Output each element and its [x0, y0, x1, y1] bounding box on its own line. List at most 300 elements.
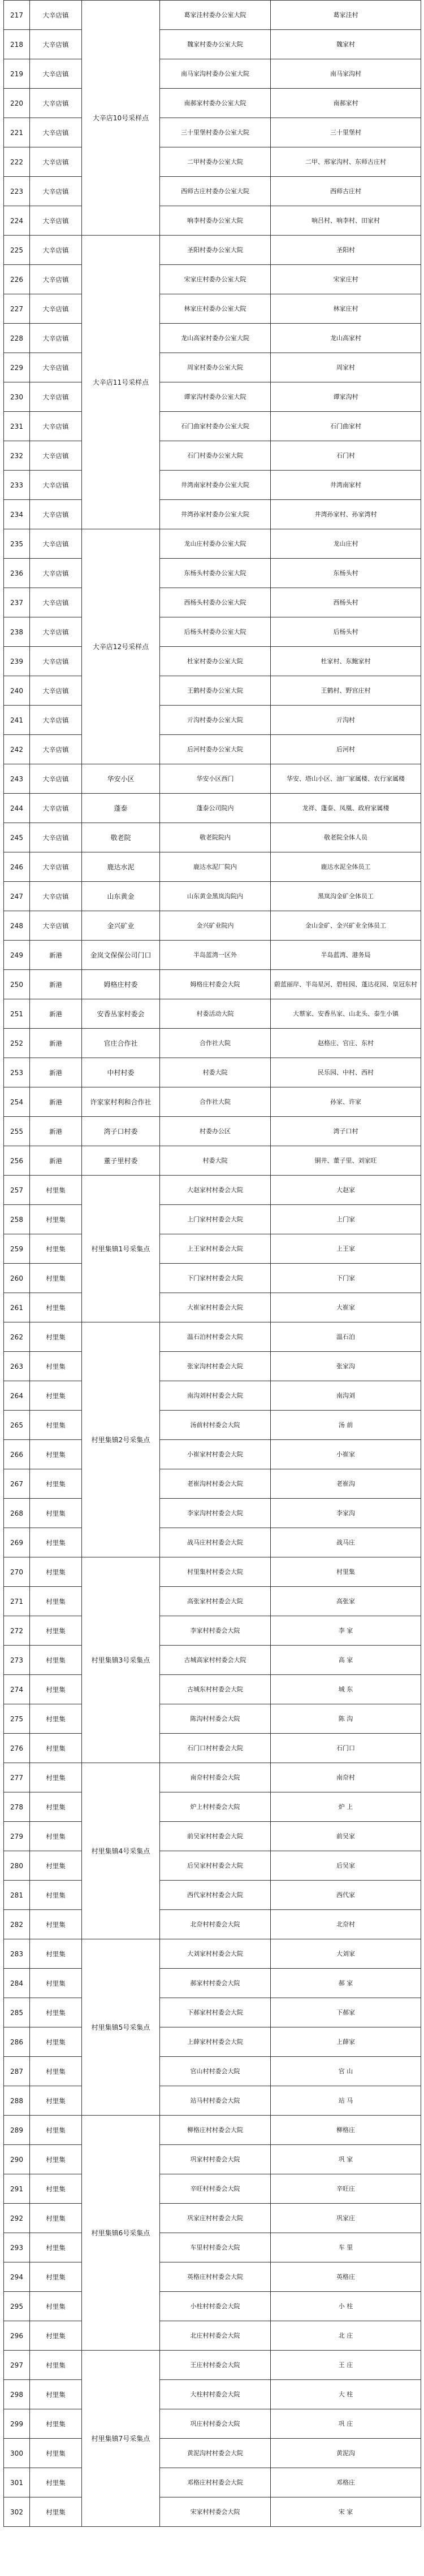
town-cell: 大辛店镇 — [30, 118, 82, 147]
row-number: 220 — [4, 89, 30, 118]
table-row — [4, 1293, 421, 1322]
sampling-point-cell: 蓬泰 — [82, 794, 160, 823]
coverage-cell: 二甲、邢家沟村、东师古庄村 — [271, 147, 421, 177]
row-number: 296 — [4, 2321, 30, 2351]
town-cell: 大辛店镇 — [30, 206, 82, 236]
table-row — [4, 1998, 421, 2027]
table-row — [4, 118, 421, 147]
town-cell: 村里集 — [30, 2204, 82, 2233]
coverage-cell: 大刘家 — [271, 1939, 421, 1969]
row-number: 240 — [4, 676, 30, 706]
table-row — [4, 30, 421, 59]
location-cell: 南马家沟村委办公室大院 — [160, 59, 271, 89]
sampling-point-cell: 金岚文保保公司门口 — [82, 941, 160, 970]
row-number: 221 — [4, 118, 30, 147]
coverage-cell: 前吴家 — [271, 1822, 421, 1851]
row-number: 293 — [4, 2233, 30, 2262]
row-number: 253 — [4, 1058, 30, 1087]
table-row — [4, 1322, 421, 1352]
coverage-cell: 辛旺庄 — [271, 2174, 421, 2204]
table-row — [4, 324, 421, 353]
row-number: 252 — [4, 1029, 30, 1058]
sampling-point-cell: 大辛店10号采样点 — [82, 1, 160, 236]
row-number: 302 — [4, 2497, 30, 2527]
row-number: 286 — [4, 2027, 30, 2057]
town-cell: 村里集 — [30, 2027, 82, 2057]
location-cell: 石门村委办公室大院 — [160, 441, 271, 471]
row-number: 245 — [4, 823, 30, 852]
coverage-cell: 半岛蓝湾、港务局 — [271, 941, 421, 970]
town-cell: 村里集 — [30, 1704, 82, 1734]
town-cell: 村里集 — [30, 2233, 82, 2262]
table-row — [4, 1704, 421, 1734]
coverage-cell: 林家庄村 — [271, 294, 421, 324]
location-cell: 村委活动大院 — [160, 999, 271, 1029]
location-cell: 西师古庄村委办公室大院 — [160, 177, 271, 206]
coverage-cell: 上薛家 — [271, 2027, 421, 2057]
row-number: 250 — [4, 970, 30, 999]
location-cell: 炉上村村委会大院 — [160, 1792, 271, 1822]
location-cell: 井湾孙家村委办公室大院 — [160, 500, 271, 529]
coverage-cell: 英格庄 — [271, 2262, 421, 2292]
town-cell: 村里集 — [30, 1646, 82, 1675]
location-cell: 大柱村村委会大院 — [160, 2380, 271, 2409]
location-cell: 北夼村村委会大院 — [160, 1910, 271, 1939]
row-number: 278 — [4, 1792, 30, 1822]
location-cell: 杜家村委办公室大院 — [160, 647, 271, 676]
town-cell: 村里集 — [30, 2145, 82, 2174]
coverage-cell: 官 山 — [271, 2057, 421, 2086]
sampling-point-cell: 大辛店12号采样点 — [82, 529, 160, 764]
table-row — [4, 647, 421, 676]
location-cell: 大赵家村村委会大院 — [160, 1176, 271, 1205]
table-row — [4, 823, 421, 852]
coverage-cell: 后吴家 — [271, 1851, 421, 1881]
coverage-cell: 小 柱 — [271, 2292, 421, 2321]
row-number: 297 — [4, 2351, 30, 2380]
town-cell: 大辛店镇 — [30, 236, 82, 265]
table-row — [4, 1675, 421, 1704]
coverage-cell: 南夼村 — [271, 1763, 421, 1792]
location-cell: 村委大院 — [160, 1146, 271, 1176]
table-row — [4, 1851, 421, 1881]
row-number: 295 — [4, 2292, 30, 2321]
table-row — [4, 1264, 421, 1293]
coverage-cell: 响吕村、响李村、田家村 — [271, 206, 421, 236]
row-number: 291 — [4, 2174, 30, 2204]
town-cell: 村里集 — [30, 2439, 82, 2468]
table-row — [4, 529, 421, 559]
town-cell: 大辛店镇 — [30, 441, 82, 471]
location-cell: 西杨头村委办公室大院 — [160, 588, 271, 617]
coverage-cell: 邓格庄 — [271, 2468, 421, 2497]
town-cell: 大辛店镇 — [30, 89, 82, 118]
row-number: 231 — [4, 412, 30, 441]
table-row — [4, 2027, 421, 2057]
coverage-cell: 西师古庄村 — [271, 177, 421, 206]
location-cell: 李家沟村村委会大院 — [160, 1499, 271, 1528]
location-cell: 谭家沟村委办公室大院 — [160, 382, 271, 412]
coverage-cell: 郝 家 — [271, 1969, 421, 1998]
row-number: 288 — [4, 2086, 30, 2116]
town-cell: 大辛店镇 — [30, 764, 82, 794]
coverage-cell: 井湾孙家村、孙家湾村 — [271, 500, 421, 529]
town-cell: 大辛店镇 — [30, 294, 82, 324]
sampling-point-cell: 湾子口村委 — [82, 1117, 160, 1146]
coverage-cell: 陈 沟 — [271, 1704, 421, 1734]
location-cell: 后杨头村委办公室大院 — [160, 617, 271, 647]
coverage-cell: 宋家庄村 — [271, 265, 421, 294]
row-number: 237 — [4, 588, 30, 617]
table-row — [4, 1646, 421, 1675]
table-row — [4, 1, 421, 30]
coverage-cell: 谭家沟村 — [271, 382, 421, 412]
town-cell: 村里集 — [30, 2086, 82, 2116]
town-cell: 村里集 — [30, 1205, 82, 1234]
row-number: 257 — [4, 1176, 30, 1205]
row-number: 268 — [4, 1499, 30, 1528]
table-row — [4, 1117, 421, 1146]
row-number: 272 — [4, 1616, 30, 1646]
table-row — [4, 588, 421, 617]
table-row — [4, 382, 421, 412]
coverage-cell: 后河村 — [271, 735, 421, 764]
sampling-point-cell: 村里集镇7号采集点 — [82, 2351, 160, 2527]
table-row — [4, 1969, 421, 1998]
town-cell: 新港 — [30, 1117, 82, 1146]
table-row — [4, 59, 421, 89]
location-cell: 村委大院 — [160, 1058, 271, 1087]
coverage-cell: 南马家沟村 — [271, 59, 421, 89]
town-cell: 新港 — [30, 1087, 82, 1117]
row-number: 259 — [4, 1234, 30, 1264]
town-cell: 村里集 — [30, 1381, 82, 1411]
coverage-cell: 大崔家 — [271, 1293, 421, 1322]
row-number: 222 — [4, 147, 30, 177]
town-cell: 新港 — [30, 1058, 82, 1087]
table-row — [4, 1822, 421, 1851]
table-row — [4, 236, 421, 265]
town-cell: 大辛店镇 — [30, 706, 82, 735]
row-number: 290 — [4, 2145, 30, 2174]
location-cell: 张家沟村村委会大院 — [160, 1352, 271, 1381]
location-cell: 村委办公区 — [160, 1117, 271, 1146]
town-cell: 大辛店镇 — [30, 647, 82, 676]
town-cell: 村里集 — [30, 1910, 82, 1939]
coverage-cell: 李家沟 — [271, 1499, 421, 1528]
town-cell: 大辛店镇 — [30, 471, 82, 500]
sampling-point-cell: 中村村委 — [82, 1058, 160, 1087]
coverage-cell: 亓沟村 — [271, 706, 421, 735]
sampling-point-cell: 董子里村委 — [82, 1146, 160, 1176]
town-cell: 村里集 — [30, 1411, 82, 1440]
town-cell: 村里集 — [30, 2497, 82, 2527]
row-number: 269 — [4, 1528, 30, 1557]
row-number: 248 — [4, 911, 30, 941]
row-number: 228 — [4, 324, 30, 353]
coverage-cell: 石门口 — [271, 1734, 421, 1763]
coverage-cell: 战马庄 — [271, 1528, 421, 1557]
table-row — [4, 559, 421, 588]
location-cell: 宋家村村委会大院 — [160, 2497, 271, 2527]
town-cell: 大辛店镇 — [30, 882, 82, 911]
location-cell: 大崔家村村委会大院 — [160, 1293, 271, 1322]
coverage-cell: 魏家村 — [271, 30, 421, 59]
location-cell: 小柱村村委会大院 — [160, 2292, 271, 2321]
sampling-point-cell: 许家家村利和合作社 — [82, 1087, 160, 1117]
table-row — [4, 1792, 421, 1822]
coverage-cell: 石门村 — [271, 441, 421, 471]
table-row — [4, 1029, 421, 1058]
row-number: 283 — [4, 1939, 30, 1969]
town-cell: 大辛店镇 — [30, 617, 82, 647]
row-number: 275 — [4, 1704, 30, 1734]
table-row — [4, 353, 421, 382]
location-cell: 官山村村委会大院 — [160, 2057, 271, 2086]
location-cell: 北庄村村委会大院 — [160, 2321, 271, 2351]
town-cell: 大辛店镇 — [30, 559, 82, 588]
row-number: 279 — [4, 1822, 30, 1851]
sampling-point-cell: 官庄合作社 — [82, 1029, 160, 1058]
location-cell: 车里村村委会大院 — [160, 2233, 271, 2262]
table-row — [4, 764, 421, 794]
table-row — [4, 2468, 421, 2497]
town-cell: 村里集 — [30, 2468, 82, 2497]
table-row — [4, 1499, 421, 1528]
coverage-cell: 王鹤村、野宫庄村 — [271, 676, 421, 706]
location-cell: 魏家村委办公室大院 — [160, 30, 271, 59]
town-cell: 村里集 — [30, 2292, 82, 2321]
town-cell: 村里集 — [30, 1234, 82, 1264]
coverage-cell: 柳格庄 — [271, 2116, 421, 2145]
town-cell: 大辛店镇 — [30, 852, 82, 882]
row-number: 249 — [4, 941, 30, 970]
coverage-cell: 巩 庄 — [271, 2409, 421, 2439]
location-cell: 下门家村村委会大院 — [160, 1264, 271, 1293]
table-row — [4, 735, 421, 764]
sampling-sites-table — [3, 0, 421, 2527]
coverage-cell: 大赵家 — [271, 1176, 421, 1205]
row-number: 256 — [4, 1146, 30, 1176]
table-row — [4, 970, 421, 999]
location-cell: 温石泊村村委会大院 — [160, 1322, 271, 1352]
town-cell: 大辛店镇 — [30, 529, 82, 559]
location-cell: 敬老院院内 — [160, 823, 271, 852]
town-cell: 村里集 — [30, 1352, 82, 1381]
table-row — [4, 1557, 421, 1587]
town-cell: 新港 — [30, 1146, 82, 1176]
location-cell: 下郝家村村委会大院 — [160, 1998, 271, 2027]
table-row — [4, 177, 421, 206]
row-number: 265 — [4, 1411, 30, 1440]
row-number: 219 — [4, 59, 30, 89]
location-cell: 李家村村委会大院 — [160, 1616, 271, 1646]
town-cell: 村里集 — [30, 1616, 82, 1646]
town-cell: 村里集 — [30, 2116, 82, 2145]
coverage-cell: 龙山庄村 — [271, 529, 421, 559]
coverage-cell: 民乐园、中村、西村 — [271, 1058, 421, 1087]
coverage-cell: 炉 上 — [271, 1792, 421, 1822]
coverage-cell: 石门曲家村 — [271, 412, 421, 441]
coverage-cell: 铜井、董子里、刘家旺 — [271, 1146, 421, 1176]
coverage-cell: 村里集 — [271, 1557, 421, 1587]
location-cell: 南沟刘村村委会大院 — [160, 1381, 271, 1411]
coverage-cell: 小崔家 — [271, 1440, 421, 1469]
town-cell: 村里集 — [30, 1264, 82, 1293]
table-row — [4, 89, 421, 118]
table-row — [4, 1528, 421, 1557]
table-row — [4, 2321, 421, 2351]
table-row — [4, 1234, 421, 1264]
town-cell: 新港 — [30, 941, 82, 970]
town-cell: 村里集 — [30, 1822, 82, 1851]
row-number: 218 — [4, 30, 30, 59]
location-cell: 姆格庄村委会大院 — [160, 970, 271, 999]
row-number: 277 — [4, 1763, 30, 1792]
town-cell: 大辛店镇 — [30, 1, 82, 30]
location-cell: 古城东村村委会大院 — [160, 1675, 271, 1704]
town-cell: 村里集 — [30, 1499, 82, 1528]
town-cell: 村里集 — [30, 2321, 82, 2351]
town-cell: 大辛店镇 — [30, 59, 82, 89]
town-cell: 村里集 — [30, 2351, 82, 2380]
table-row — [4, 1205, 421, 1234]
location-cell: 南郝家村委办公室大院 — [160, 89, 271, 118]
row-number: 223 — [4, 177, 30, 206]
row-number: 273 — [4, 1646, 30, 1675]
location-cell: 王庄村村委会大院 — [160, 2351, 271, 2380]
table-row — [4, 1058, 421, 1087]
row-number: 217 — [4, 1, 30, 30]
town-cell: 村里集 — [30, 1528, 82, 1557]
coverage-cell: 车 里 — [271, 2233, 421, 2262]
sampling-point-cell: 华安小区 — [82, 764, 160, 794]
town-cell: 村里集 — [30, 2262, 82, 2292]
row-number: 292 — [4, 2204, 30, 2233]
location-cell: 亓沟村委办公室大院 — [160, 706, 271, 735]
town-cell: 大辛店镇 — [30, 177, 82, 206]
row-number: 262 — [4, 1322, 30, 1352]
row-number: 230 — [4, 382, 30, 412]
town-cell: 大辛店镇 — [30, 324, 82, 353]
coverage-cell: 三十里堡村 — [271, 118, 421, 147]
location-cell: 金兴矿业院内 — [160, 911, 271, 941]
sampling-point-cell: 村里集镇1号采集点 — [82, 1176, 160, 1322]
location-cell: 陈沟村村委会大院 — [160, 1704, 271, 1734]
location-cell: 老崔沟村村委会大院 — [160, 1469, 271, 1499]
table-row — [4, 676, 421, 706]
coverage-cell: 龙祥、蓬泰、凤凰、政府家属楼 — [271, 794, 421, 823]
coverage-cell: 龙山高家村 — [271, 324, 421, 353]
row-number: 243 — [4, 764, 30, 794]
coverage-cell: 黑岚沟金矿全体员工 — [271, 882, 421, 911]
row-number: 274 — [4, 1675, 30, 1704]
coverage-cell: 大蔡家、安香丛家、山北头、泰生小镇 — [271, 999, 421, 1029]
row-number: 238 — [4, 617, 30, 647]
town-cell: 村里集 — [30, 2380, 82, 2409]
table-row — [4, 1734, 421, 1763]
town-cell: 村里集 — [30, 1322, 82, 1352]
town-cell: 村里集 — [30, 1881, 82, 1910]
row-number: 233 — [4, 471, 30, 500]
row-number: 267 — [4, 1469, 30, 1499]
row-number: 264 — [4, 1381, 30, 1411]
sampling-point-cell: 村里集镇5号采集点 — [82, 1939, 160, 2116]
location-cell: 小崔家村村委会大院 — [160, 1440, 271, 1469]
table-row — [4, 1939, 421, 1969]
row-number: 299 — [4, 2409, 30, 2439]
row-number: 285 — [4, 1998, 30, 2027]
coverage-cell: 宋 家 — [271, 2497, 421, 2527]
location-cell: 合作社大院 — [160, 1087, 271, 1117]
row-number: 266 — [4, 1440, 30, 1469]
row-number: 261 — [4, 1293, 30, 1322]
location-cell: 英格庄村村委会大院 — [160, 2262, 271, 2292]
table-row — [4, 471, 421, 500]
table-row — [4, 2439, 421, 2468]
table-body — [4, 1, 421, 2527]
row-number: 294 — [4, 2262, 30, 2292]
location-cell: 黄泥沟村村委会大院 — [160, 2439, 271, 2468]
town-cell: 大辛店镇 — [30, 147, 82, 177]
table-row — [4, 1440, 421, 1469]
table-row — [4, 2262, 421, 2292]
location-cell: 西代家村村委会大院 — [160, 1881, 271, 1910]
location-cell: 前吴家村村委会大院 — [160, 1822, 271, 1851]
town-cell: 村里集 — [30, 1440, 82, 1469]
town-cell: 村里集 — [30, 1176, 82, 1205]
coverage-cell: 汤 前 — [271, 1411, 421, 1440]
sampling-point-cell: 鹿达水泥 — [82, 852, 160, 882]
location-cell: 山东黄金黑岚沟院内 — [160, 882, 271, 911]
table-row — [4, 1176, 421, 1205]
row-number: 255 — [4, 1117, 30, 1146]
table-row — [4, 794, 421, 823]
location-cell: 半岛蓝湾一区外 — [160, 941, 271, 970]
table-row — [4, 2057, 421, 2086]
table-row — [4, 617, 421, 647]
location-cell: 邓格庄村村委会大院 — [160, 2468, 271, 2497]
town-cell: 大辛店镇 — [30, 794, 82, 823]
location-cell: 柳格庄村村委会大院 — [160, 2116, 271, 2145]
coverage-cell: 金山金矿、金兴矿业全体员工 — [271, 911, 421, 941]
table-row — [4, 147, 421, 177]
sampling-point-cell: 村里集镇2号采集点 — [82, 1322, 160, 1557]
coverage-cell: 赵格庄、官庄、东村 — [271, 1029, 421, 1058]
sampling-point-cell: 村里集镇6号采集点 — [82, 2116, 160, 2351]
location-cell: 林家庄村委办公室大院 — [160, 294, 271, 324]
table-row — [4, 2174, 421, 2204]
coverage-cell: 圣阳村 — [271, 236, 421, 265]
coverage-cell: 巩 家 — [271, 2145, 421, 2174]
coverage-cell: 蔚蓝丽岸、半岛星河、碧桂园、蓬达花园、皇冠东村 — [271, 970, 421, 999]
location-cell: 华安小区西门 — [160, 764, 271, 794]
location-cell: 后吴家村村委会大院 — [160, 1851, 271, 1881]
row-number: 282 — [4, 1910, 30, 1939]
location-cell: 圣阳村委办公室大院 — [160, 236, 271, 265]
table-row — [4, 412, 421, 441]
sampling-point-cell: 金兴矿业 — [82, 911, 160, 941]
row-number: 298 — [4, 2380, 30, 2409]
town-cell: 大辛店镇 — [30, 676, 82, 706]
table-row — [4, 2233, 421, 2262]
location-cell: 葛家洼村委办公室大院 — [160, 1, 271, 30]
table-row — [4, 441, 421, 471]
coverage-cell: 高 家 — [271, 1646, 421, 1675]
coverage-cell: 大 柱 — [271, 2380, 421, 2409]
location-cell: 二甲村委办公室大院 — [160, 147, 271, 177]
row-number: 246 — [4, 852, 30, 882]
